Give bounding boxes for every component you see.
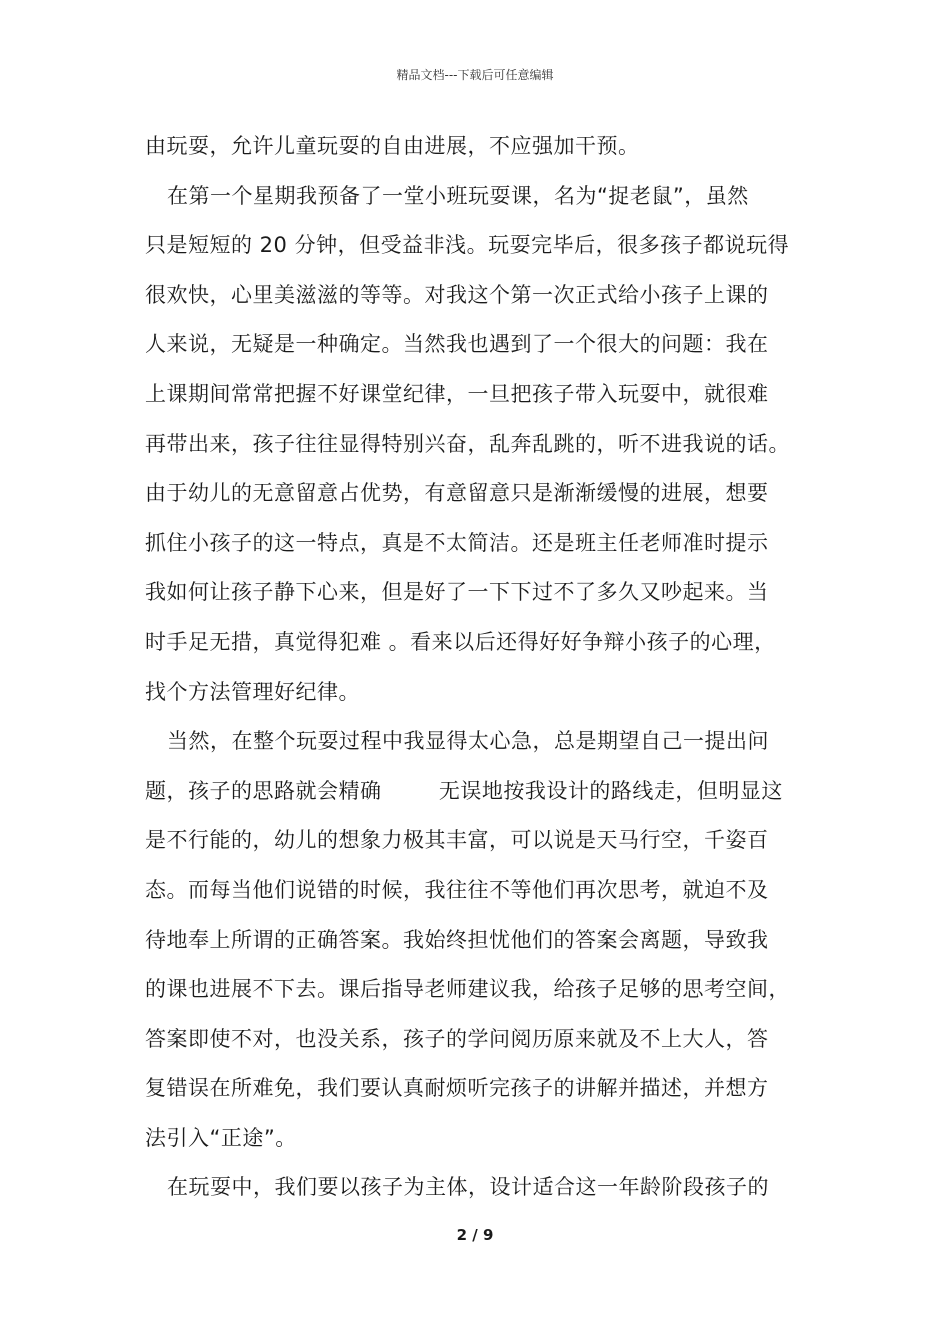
text-line: 再带出来，孩子往往显得特别兴奋，乱奔乱跳的，听不进我说的话。 xyxy=(145,431,790,456)
text-line: 人来说，无疑是一种确定。当然我也遇到了一个很大的问题：我在 xyxy=(145,332,769,357)
text-line: 由于幼儿的无意留意占优势，有意留意只是渐渐缓慢的进展，想要 xyxy=(145,481,769,506)
text-line: 法引入“正途”。 xyxy=(145,1125,297,1150)
text-line: 复错误在所难免，我们要认真耐烦听完孩子的讲解并描述，并想方 xyxy=(145,1076,769,1101)
text-line: 找个方法管理好纪律。 xyxy=(145,679,360,704)
text-line: 只是短短的 20 分钟，但受益非浅。玩耍完毕后，很多孩子都说玩得 xyxy=(145,233,790,258)
text-line: 我如何让孩子静下心来，但是好了一下下过不了多久又吵起来。当 xyxy=(145,580,769,605)
text-line: 由玩耍，允许儿童玩耍的自由进展，不应强加干预。 xyxy=(145,134,640,158)
text-line: 待地奉上所谓的正确答案。我始终担忧他们的答案会离题，导致我 xyxy=(145,927,769,952)
page-number: 2 / 9 xyxy=(456,1226,494,1244)
text-line: 的课也进展不下去。课后指导老师建议我，给孩子足够的思考空间， xyxy=(145,977,790,1002)
text-line: 是不行能的，幼儿的想象力极其丰富，可以说是天马行空，千姿百 xyxy=(145,828,769,853)
text-line: 态。而每当他们说错的时候，我往往不等他们再次思考，就迫不及 xyxy=(145,877,769,902)
text-line: 答案即使不对，也没关系，孩子的学问阅历原来就及不上大人，答 xyxy=(145,1026,769,1051)
text-line: 很欢快，心里美滋滋的等等。对我这个第一次正式给小孩子上课的 xyxy=(145,282,769,307)
paragraph-start-line: 在玩耍中，我们要以孩子为主体，设计适合这一年龄阶段孩子的 xyxy=(167,1175,769,1200)
text-line: 抓住小孩子的这一特点，真是不太简洁。还是班主任老师准时提示 xyxy=(145,530,769,555)
paragraph-start-line: 在第一个星期我预备了一堂小班玩耍课，名为“捉老鼠”，虽然 xyxy=(167,183,749,208)
paragraph-start-line: 当然，在整个玩耍过程中我显得太心急，总是期望自己一提出问 xyxy=(167,729,769,754)
text-line: 时手足无措，真觉得犯难 。看来以后还得好好争辩小孩子的心理， xyxy=(145,629,776,654)
text-line: 题，孩子的思路就会精确 无误地按我设计的路线走，但明显这 xyxy=(145,778,783,803)
document-body xyxy=(145,122,825,1213)
page-header: 精品文档---下载后可任意编辑 xyxy=(396,68,554,82)
text-line: 上课期间常常把握不好课堂纪律，一旦把孩子带入玩耍中，就很难 xyxy=(145,381,769,406)
